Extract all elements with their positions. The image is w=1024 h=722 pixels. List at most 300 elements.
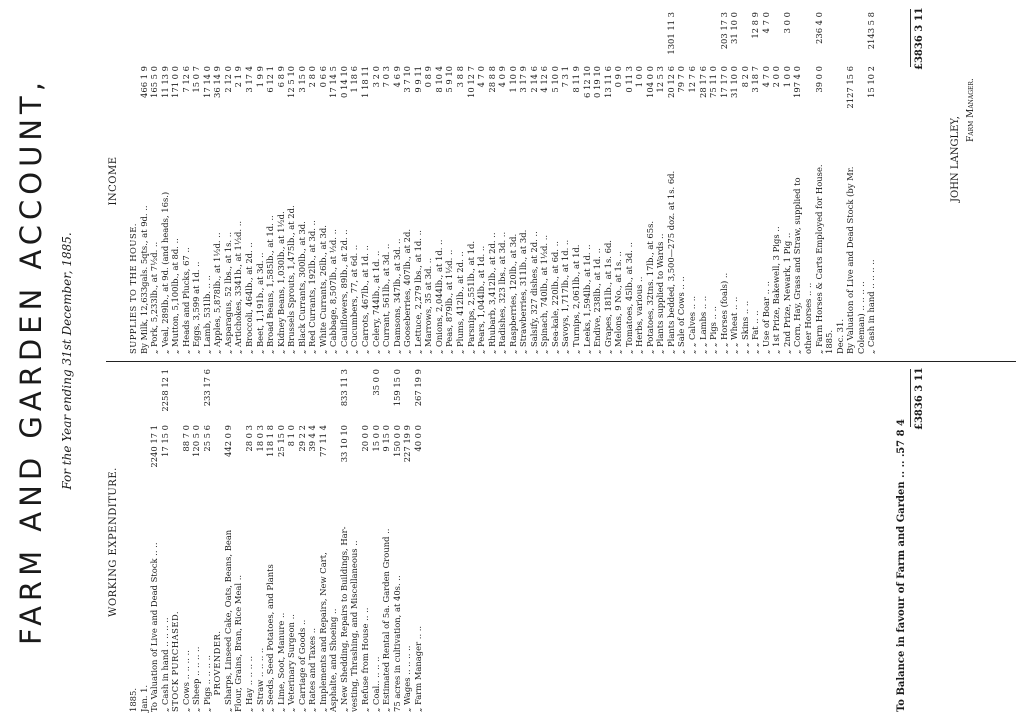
row-description: „ „ Horses (foals) .. bbox=[718, 272, 729, 354]
ledger-row bbox=[191, 367, 202, 712]
row-description: „ Wages .. .. .. .. bbox=[402, 645, 413, 712]
ledger-row bbox=[392, 6, 403, 354]
signature-title: Farm Manager. bbox=[966, 78, 976, 142]
row-description: „ Broad Beans, 1,585lb., at 1d. .. bbox=[265, 215, 276, 354]
item-amount: 2 12 0 bbox=[222, 66, 233, 93]
item-amount: 6 12 1 bbox=[265, 66, 276, 93]
item-amount: 2127 15 6 bbox=[845, 66, 856, 109]
item-amount: 3 15 0 bbox=[296, 66, 307, 93]
item-amount: 9 15 0 bbox=[381, 425, 392, 452]
row-description: Dec. 31. bbox=[834, 318, 845, 354]
item-amount: 2 0 0 bbox=[771, 66, 782, 88]
ledger-row bbox=[708, 6, 719, 354]
item-amount: 4 0 9 bbox=[497, 66, 508, 88]
ledger-row bbox=[434, 6, 445, 354]
ledger-row bbox=[645, 6, 656, 354]
item-amount: 6 12 10 bbox=[581, 66, 592, 98]
ledger-row bbox=[402, 6, 413, 354]
row-description: „ Rates and Taxes .. bbox=[307, 627, 318, 712]
row-description: „ Pears, 1,044lb., at 1d. .. bbox=[476, 245, 487, 354]
item-amount: 5 9 10 bbox=[444, 66, 455, 93]
item-amount: 4 6 9 bbox=[391, 66, 402, 88]
row-description: vesting, Thrashing, and Miscellaneous .. bbox=[349, 540, 360, 712]
row-description: „ Hay .. .. .. .. bbox=[244, 656, 255, 712]
ledger-row bbox=[402, 367, 413, 712]
row-description: „ „ Pigs .. .. bbox=[708, 306, 719, 354]
row-description: „ Cash in hand .. .. .. .. bbox=[866, 259, 877, 354]
row-description: „ Red Currants, 192lb., at 3d. .. bbox=[307, 220, 318, 354]
ledger-row bbox=[676, 6, 687, 354]
row-description: „ Eggs, 3,599 at 1d. .. bbox=[191, 261, 202, 354]
ledger-row bbox=[603, 6, 614, 354]
right-total-rule bbox=[910, 9, 911, 67]
balance-amount: 57 8 4 bbox=[896, 419, 907, 454]
item-amount: 28 8 8 bbox=[486, 66, 497, 93]
item-amount: 0 19 10 bbox=[592, 66, 603, 98]
row-description: „ Rhubarb, 3,412lb., at 2d. .. bbox=[486, 232, 497, 354]
item-amount: 3 17 4 bbox=[244, 66, 255, 93]
subtotal-amount: 159 15 0 bbox=[391, 369, 402, 407]
item-amount: 1 18 6 bbox=[349, 66, 360, 93]
ledger-row bbox=[560, 6, 571, 354]
row-description: „ Leeks, 1,594lb., at 1d. .. bbox=[581, 244, 592, 354]
item-amount: 8 1 0 bbox=[286, 425, 297, 447]
ledger-row bbox=[497, 6, 508, 354]
left-heading: WORKING EXPENDITURE. bbox=[108, 467, 119, 617]
item-amount: 40 0 0 bbox=[412, 425, 423, 452]
subtotal-amount: 236 4 0 bbox=[813, 12, 824, 44]
row-description: „ „ Calves .. .. bbox=[686, 295, 697, 354]
ledger-row bbox=[413, 367, 424, 712]
income-panel bbox=[128, 6, 877, 354]
ledger-row bbox=[128, 6, 139, 354]
item-amount: 104 0 0 bbox=[644, 66, 655, 98]
item-amount: 1 9 9 bbox=[254, 66, 265, 88]
ledger-row bbox=[233, 6, 244, 354]
item-amount: 5 10 0 bbox=[549, 66, 560, 93]
subtotal-amount: 31 10 0 bbox=[729, 12, 740, 44]
row-description: „ Grapes, 181lb., at 1s. 6d. bbox=[602, 240, 613, 354]
subtotal-amount: 12 8 9 bbox=[750, 12, 761, 39]
row-description: „ New Shedding, Repairs to Buildings, Har- bbox=[338, 526, 349, 712]
item-amount: 171 0 0 bbox=[170, 66, 181, 98]
section-heading: SUPPLIES TO THE HOUSE. bbox=[128, 223, 138, 354]
row-description: „ Turnips, 2,061lb., at 1d. bbox=[570, 244, 581, 354]
balance-line bbox=[896, 367, 907, 712]
row-description: 1885. bbox=[128, 688, 138, 712]
right-heading: INCOME bbox=[108, 156, 119, 206]
row-description: „ Potatoes, 32tns. 17lb., at 65s. bbox=[644, 220, 655, 354]
ledger-row bbox=[160, 6, 171, 354]
ledger-row bbox=[655, 6, 666, 354]
item-amount: 4 7 0 bbox=[476, 66, 487, 88]
row-description: „ Herbs, various .. bbox=[634, 276, 645, 354]
row-description: „ Salsify, 327 dishes, at 2d. .. bbox=[528, 231, 539, 354]
ledger-row bbox=[139, 6, 150, 354]
ledger-row bbox=[181, 6, 192, 354]
ledger-row bbox=[170, 367, 181, 712]
ledger-row bbox=[349, 367, 360, 712]
ledger-row bbox=[582, 6, 593, 354]
row-description: „ Cows .. .. .. .. bbox=[180, 650, 191, 712]
row-description: „ Broccoli, 464lb., at 2d. .. bbox=[244, 242, 255, 354]
ledger-row bbox=[307, 367, 318, 712]
item-amount: 10 12 7 bbox=[465, 66, 476, 98]
row-description: „ Farm Horses & Carts Employed for House. bbox=[813, 164, 824, 354]
ledger-row bbox=[307, 6, 318, 354]
item-amount: 3 8 8 bbox=[454, 66, 465, 88]
ledger-row bbox=[297, 6, 308, 354]
item-amount: 2 1 9 bbox=[233, 66, 244, 88]
ledger-row bbox=[223, 6, 234, 354]
item-amount: 1 0 0 bbox=[634, 66, 645, 88]
row-description: 1885. bbox=[824, 330, 835, 354]
ledger-row bbox=[835, 6, 846, 354]
ledger-row bbox=[423, 6, 434, 354]
row-description: „ Plants supplied to Wards .. bbox=[655, 233, 666, 354]
item-amount: 7 3 1 bbox=[560, 66, 571, 88]
left-total-rule bbox=[910, 369, 911, 427]
ledger-row bbox=[413, 6, 424, 354]
item-amount: 75 11 0 bbox=[708, 66, 719, 98]
ledger-row bbox=[613, 6, 624, 354]
row-description: „ Melons, 9 No., at 1s. .. bbox=[613, 251, 624, 354]
row-description: „ Seeds, Seed Potatoes, and Plants bbox=[265, 564, 276, 712]
item-amount: 120 5 0 bbox=[191, 425, 202, 457]
row-description: „ Marrows, 35 at 3d. .. bbox=[423, 257, 434, 354]
ledger-row bbox=[297, 367, 308, 712]
row-description: „ Lime, Soot, Manure .. bbox=[275, 612, 286, 712]
ledger-row bbox=[782, 6, 793, 354]
item-amount: 227 19 9 bbox=[402, 425, 413, 463]
item-amount: 28 0 3 bbox=[244, 425, 255, 452]
ledger-row bbox=[487, 6, 498, 354]
ledger-row bbox=[255, 367, 266, 712]
subtotal-amount: 1301 11 3 bbox=[665, 12, 676, 55]
row-description: „ Veal, 289lb., at 9d. (and heads, 16s.) bbox=[159, 191, 170, 354]
ledger-row bbox=[518, 6, 529, 354]
row-description: „ Radishes, 323 lbs., at 3d. .. bbox=[497, 231, 508, 354]
row-description: „ Spinach, 740lb., at 1½d. .. bbox=[539, 234, 550, 354]
item-amount: 2240 17 1 bbox=[149, 425, 160, 468]
row-description: „ Coal.. .. .. .. bbox=[370, 656, 381, 712]
item-amount: 6 8 9 bbox=[275, 66, 286, 88]
ledger-row bbox=[592, 6, 603, 354]
row-description: „ Kidney Beans, 1,030lb., at 1½d. bbox=[275, 211, 286, 354]
row-description: „ White Currants, 26lb., at 3d. bbox=[317, 225, 328, 354]
subtotal-amount: 267 19 9 bbox=[412, 369, 423, 407]
ledger-row bbox=[286, 367, 297, 712]
row-description: „ Asparagus, 52 lbs., at 1s. .. bbox=[222, 231, 233, 354]
signature-name: JOHN LANGLEY, bbox=[950, 116, 961, 202]
row-description: Asphalte, and Shoeing .. bbox=[328, 608, 339, 712]
item-amount: 31 10 0 bbox=[729, 66, 740, 98]
ledger-row bbox=[181, 367, 192, 712]
item-amount: 0 6 6 bbox=[317, 66, 328, 88]
subtotal-amount: 833 11 3 bbox=[338, 369, 349, 407]
item-amount: 0 9 0 bbox=[613, 66, 624, 88]
row-description: To Valuation of Live and Dead Stock .. .. bbox=[149, 542, 160, 712]
item-amount: 4 12 6 bbox=[539, 66, 550, 93]
row-description: By Valuation of Live and Dead Stock (by Mr. bbox=[845, 166, 856, 354]
item-amount: 7 0 3 bbox=[381, 66, 392, 88]
item-amount: 17 17 0 bbox=[718, 66, 729, 98]
ledger-row bbox=[719, 6, 730, 354]
ledger-row bbox=[244, 367, 255, 712]
item-amount: 9 9 11 bbox=[412, 66, 423, 93]
item-amount: 2 8 0 bbox=[307, 66, 318, 88]
section-heading: STOCK PURCHASED. bbox=[170, 610, 181, 712]
row-description: „ Apples, 5,878lb., at 1½d. .. bbox=[212, 232, 223, 354]
ledger-row bbox=[318, 367, 329, 712]
ledger-row bbox=[276, 367, 287, 712]
ledger-row bbox=[529, 6, 540, 354]
row-description: „ Heads and Plucks, 67 .. bbox=[180, 247, 191, 354]
item-amount: 13 11 6 bbox=[602, 66, 613, 98]
ledger-row bbox=[698, 6, 709, 354]
ledger-row bbox=[360, 367, 371, 712]
ledger-row bbox=[392, 367, 403, 712]
ledger-row bbox=[687, 6, 698, 354]
ledger-row bbox=[233, 367, 244, 712]
row-description: Flour, Grains, Bran, Rice Meal .. bbox=[233, 574, 244, 712]
item-amount: 39 4 4 bbox=[307, 425, 318, 452]
ledger-row bbox=[824, 6, 835, 354]
item-amount: 0 8 9 bbox=[423, 66, 434, 88]
item-amount: 7 12 6 bbox=[180, 66, 191, 93]
item-amount: 15 0 0 bbox=[370, 425, 381, 452]
ledger-row bbox=[212, 6, 223, 354]
ledger-row bbox=[466, 6, 477, 354]
ledger-row bbox=[381, 6, 392, 354]
item-amount: 1 0 0 bbox=[781, 66, 792, 88]
row-description: 75 acres in cultivation, at 40s. .. bbox=[391, 575, 402, 712]
row-description: „ Farm Manager .. .. bbox=[412, 625, 423, 712]
ledger-row bbox=[444, 6, 455, 354]
item-amount: 2 14 6 bbox=[528, 66, 539, 93]
item-amount: 12 5 10 bbox=[286, 66, 297, 98]
item-amount: 1 10 0 bbox=[507, 66, 518, 93]
ledger-row bbox=[265, 367, 276, 712]
right-total: £3836 3 11 bbox=[914, 7, 925, 70]
ledger-row bbox=[856, 6, 867, 354]
ledger-row bbox=[845, 6, 856, 354]
row-description: „ Lettuce, 2,279 lbs., at 1d. .. bbox=[412, 230, 423, 354]
item-amount: 197 4 0 bbox=[792, 66, 803, 98]
ledger-row bbox=[265, 6, 276, 354]
ledger-row bbox=[339, 367, 350, 712]
item-amount: 8 2 0 bbox=[739, 66, 750, 88]
subtotal-amount: 4 7 0 bbox=[760, 12, 771, 34]
row-description: „ Strawberries, 311lb., at 3d. bbox=[518, 229, 529, 354]
ledger-row bbox=[223, 367, 234, 712]
left-total: £3836 3 11 bbox=[914, 367, 925, 430]
ledger-row bbox=[476, 6, 487, 354]
row-description: „ Tomatoes, 45lb., at 3d. .. bbox=[623, 242, 634, 354]
ledger-row bbox=[729, 6, 740, 354]
item-amount: 3 7 10 bbox=[402, 66, 413, 93]
row-description: „ Endive, 238lb., at 1d. .. bbox=[592, 248, 603, 354]
row-description: „ Onions, 2,044lb., at 1d. .. bbox=[433, 239, 444, 354]
item-amount: 17 14 0 bbox=[201, 66, 212, 98]
row-description: „ Sheep .. .. .. .. bbox=[191, 646, 202, 712]
item-amount: 8 10 4 bbox=[433, 66, 444, 93]
row-description: „ Pigs .. .. .. .. bbox=[201, 655, 212, 712]
row-description: „ Corn, Hay, Grass and Straw, supplied to bbox=[792, 177, 803, 354]
ledger-row bbox=[371, 367, 382, 712]
item-amount: 25 15 0 bbox=[275, 425, 286, 457]
item-amount: 17 14 5 bbox=[328, 66, 339, 98]
item-amount: 3 17 9 bbox=[518, 66, 529, 93]
row-description: „ Peas, 879lb., at 1½d. .. bbox=[444, 249, 455, 354]
row-description: „ Currant, 561lb., at 3d. .. bbox=[381, 243, 392, 354]
item-amount: 3 18 7 bbox=[750, 66, 761, 93]
ledger-row bbox=[318, 6, 329, 354]
row-description: „ Sale of Cows .. .. bbox=[676, 276, 687, 354]
subtotal-amount: 2143 5 8 bbox=[866, 12, 877, 50]
row-description: „ Carrots, 467lb., at 1d. .. bbox=[360, 245, 371, 354]
ledger-row bbox=[761, 6, 772, 354]
ledger-row bbox=[624, 6, 635, 354]
row-description: „ Plants bedded, 3,500—275 doz. at 1s. 6d. bbox=[665, 170, 676, 354]
ledger-row bbox=[666, 6, 677, 354]
row-description: „ Mutton, 5,100lb., at 8d. .. bbox=[170, 238, 181, 354]
subtotal-amount: 35 0 0 bbox=[370, 369, 381, 396]
item-amount: 8 11 9 bbox=[570, 66, 581, 93]
item-amount: 20 0 0 bbox=[360, 425, 371, 452]
item-amount: 77 11 4 bbox=[317, 425, 328, 457]
row-description: By Milk, 12,633gals. 5qts., at 9d. .. bbox=[138, 205, 149, 354]
item-amount: 79 7 0 bbox=[676, 66, 687, 93]
subtotal-amount: 233 17 6 bbox=[201, 369, 212, 407]
item-amount: 165 5 0 bbox=[149, 66, 160, 98]
subtotal-amount: 2258 12 1 bbox=[159, 369, 170, 412]
expenditure-panel bbox=[128, 367, 423, 712]
ledger-row bbox=[740, 6, 751, 354]
ledger-row bbox=[149, 367, 160, 712]
item-amount: 39 0 0 bbox=[813, 66, 824, 93]
page-subtitle: For the Year ending 31st December, 1885. bbox=[60, 232, 74, 490]
row-description: „ Parsnips, 2,551lb., at 1d. bbox=[465, 241, 476, 354]
balance-label: To Balance in favour of Farm and Garden .. .. .. bbox=[896, 450, 907, 712]
column-divider bbox=[106, 361, 1016, 362]
ledger-row bbox=[202, 6, 213, 354]
row-description: „ Carriage of Goods .. bbox=[296, 619, 307, 712]
row-description: „ Cucumbers, 77, at 6d. .. bbox=[349, 244, 360, 354]
ledger-row bbox=[750, 6, 761, 354]
item-amount: 12 5 3 bbox=[655, 66, 666, 93]
row-description: „ Lamb, 531lb. .. .. bbox=[201, 275, 212, 354]
row-description: „ Straw .. .. .. .. bbox=[254, 647, 265, 712]
item-amount: 1 18 11 bbox=[360, 66, 371, 98]
item-amount: 29 2 2 bbox=[296, 425, 307, 452]
page-title: FARM AND GARDEN ACCOUNT, bbox=[14, 77, 48, 645]
item-amount: 4 7 0 bbox=[760, 66, 771, 88]
row-description: „ 1st Prize, Bakewell, 3 Pigs .. bbox=[771, 226, 782, 354]
ledger-row bbox=[866, 6, 877, 354]
ledger-row bbox=[455, 6, 466, 354]
ledger-row bbox=[371, 6, 382, 354]
ledger-row bbox=[508, 6, 519, 354]
item-amount: 150 0 0 bbox=[391, 425, 402, 457]
ledger-row bbox=[550, 6, 561, 354]
row-description: „ „ Skins .. .. bbox=[739, 300, 750, 354]
row-description: „ Brussels Sprouts, 1,475lb., at 2d. bbox=[286, 205, 297, 354]
ledger-row bbox=[286, 6, 297, 354]
ledger-row bbox=[244, 6, 255, 354]
ledger-row bbox=[771, 6, 782, 354]
item-amount: 0 11 3 bbox=[623, 66, 634, 93]
item-amount: 17 15 0 bbox=[159, 425, 170, 457]
ledger-row bbox=[792, 6, 803, 354]
item-amount: 118 1 8 bbox=[265, 425, 276, 457]
ledger-row bbox=[191, 6, 202, 354]
ledger-row bbox=[212, 367, 223, 712]
row-description: „ Cash in hand .. .. .. .. bbox=[159, 617, 170, 712]
item-amount: 20 12 6 bbox=[665, 66, 676, 98]
row-description: other Horses .. .. bbox=[803, 282, 813, 354]
item-amount: 12 7 6 bbox=[686, 66, 697, 93]
row-description: „ Plums, 412lb., at 2d. .. bbox=[454, 251, 465, 354]
subtotal-amount: 3 0 0 bbox=[781, 12, 792, 34]
row-description: „ Gooseberries, 407lb., at 2d. bbox=[402, 229, 413, 354]
ledger-row bbox=[128, 367, 139, 712]
subtotal-amount: 203 17 3 bbox=[718, 12, 729, 50]
row-description: „ Implements and Repairs, New Cart, bbox=[317, 552, 328, 712]
row-description: „ Refuse from House .. .. bbox=[360, 607, 371, 712]
row-description: „ Sea-kale, 220lb., at 6d. .. bbox=[549, 241, 560, 354]
ledger-row bbox=[634, 6, 645, 354]
row-description: „ „ Wheat .. .. bbox=[729, 296, 740, 354]
ledger-row bbox=[381, 367, 392, 712]
item-amount: 466 1 9 bbox=[138, 66, 149, 98]
ledger-row bbox=[539, 6, 550, 354]
ledger-row bbox=[328, 6, 339, 354]
ledger-row bbox=[160, 367, 171, 712]
ledger-row bbox=[571, 6, 582, 354]
ledger-row bbox=[814, 6, 825, 354]
row-description: „ Estimated Rental of 5a. Garden Ground .. bbox=[381, 528, 392, 712]
row-description: „ 2nd Prize, Newark, 1 Pig .. bbox=[781, 232, 792, 354]
item-amount: 25 5 6 bbox=[201, 425, 212, 452]
ledger-row bbox=[328, 367, 339, 712]
item-amount: 3 2 0 bbox=[370, 66, 381, 88]
row-description: „ Savoys, 1,717lb., at 1d. .. bbox=[560, 239, 571, 354]
row-description: „ Artichokes, 3341b., at 1½d. .. bbox=[233, 220, 244, 354]
ledger-row bbox=[170, 6, 181, 354]
item-amount: 18 0 3 bbox=[254, 425, 265, 452]
ledger-row bbox=[803, 6, 814, 354]
row-description: „ Raspberries, 120lb., at 3d. bbox=[507, 233, 518, 354]
row-description: „ Use of Boar .. .. bbox=[760, 281, 771, 354]
row-description: „ Cauliflowers, 89lb., at 2d. .. bbox=[338, 229, 349, 354]
row-description: „ Sharps, Linseed Cake, Oats, Beans, Bean bbox=[222, 529, 233, 712]
row-description: „ Veterinary Surgeon .. bbox=[286, 614, 297, 712]
item-amount: 15 0 7 bbox=[191, 66, 202, 93]
ledger-row bbox=[202, 367, 213, 712]
row-description: „ Celery, 744lb., at 1d. .. bbox=[370, 250, 381, 354]
item-amount: 33 10 10 bbox=[338, 425, 349, 463]
row-description: „ „ Lambs .. .. bbox=[697, 295, 708, 354]
ledger-row bbox=[349, 6, 360, 354]
item-amount: 11 13 9 bbox=[159, 66, 170, 98]
row-description: „ Cabbage, 8,507lb., at ½d. .. bbox=[328, 229, 339, 354]
row-description: Coleman) .. .. .. .. bbox=[855, 281, 866, 354]
ledger-row bbox=[255, 6, 266, 354]
row-description: „ Damsons, 347lb., at 3d. .. bbox=[391, 238, 402, 354]
row-description: „ „ Fat .. .. bbox=[750, 310, 761, 354]
ledger-row bbox=[149, 6, 160, 354]
